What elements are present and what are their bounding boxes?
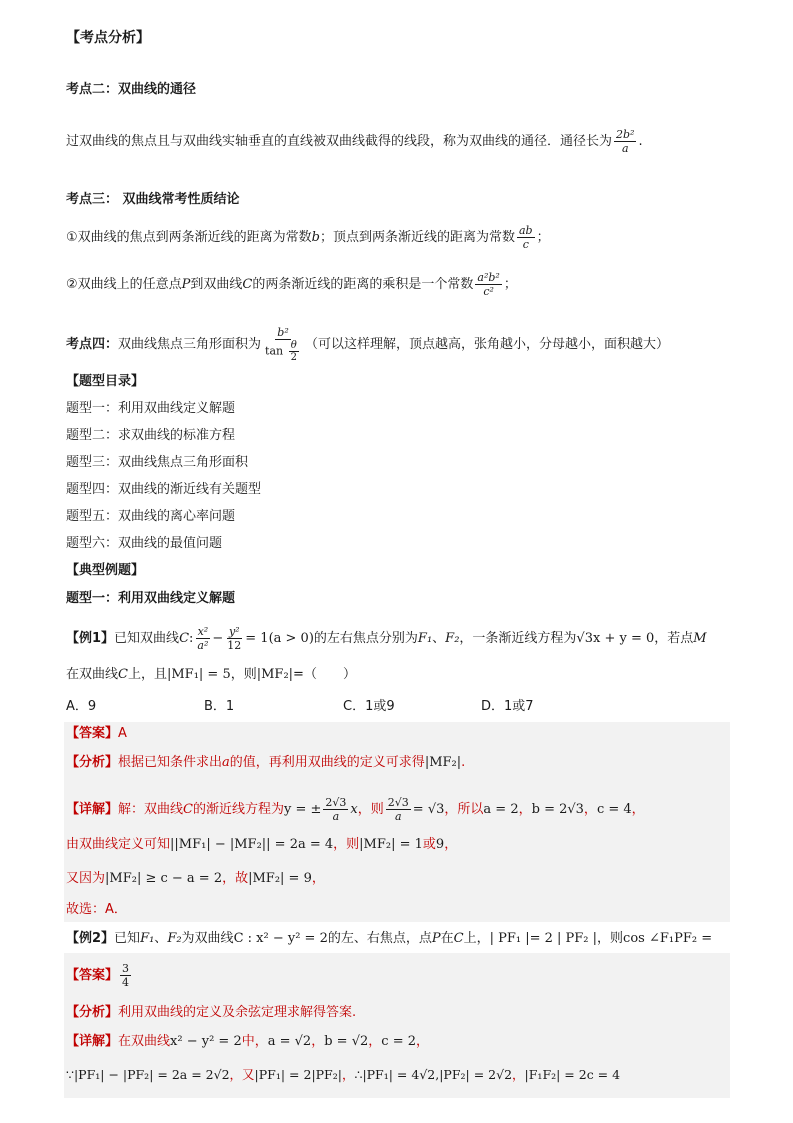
- type-item-2: 题型二：求双曲线的标准方程: [66, 428, 236, 443]
- examples-header: 【典型例题】: [66, 563, 145, 578]
- kp4-fraction: b² tan $\frac{\theta}{2}$: [265, 326, 297, 363]
- kp2-text: 过双曲线的焦点且与双曲线实轴垂直的直线被双曲线截得的线段，称为双曲线的通径．通径长为 $\frac{\text{2b²}}{a}$ .: [66, 128, 643, 155]
- example1-answer: 【答案】A: [66, 726, 127, 741]
- example1-question-line1: 【例1】已知双曲线C: $\frac{\text{x²}}{\text{a²}}$ − $\frac{\text{y²}}{12}$ = 1(a > 0)的左右焦点分别为F₁、F₂，一条渐近线方程为√3x + y = 0，若点M: [66, 625, 707, 652]
- example1-option-b: B．1: [204, 699, 235, 714]
- types-header: 【题型目录】: [66, 374, 145, 389]
- example1-option-a: A．9: [66, 699, 97, 714]
- example1-detail-frac2: $\frac{2√3}{a}$: [387, 796, 409, 823]
- type1-title: 题型一：利用双曲线定义解题: [66, 591, 236, 606]
- example2-detail-line2: ∵|PF₁| − |PF₂| = 2a = 2√2，又|PF₁| = 2|PF₂|，∴|PF₁| = 4√2,|PF₂| = 2√2，|F₁F₂| = 2c = 4: [66, 1067, 621, 1082]
- example1-detail-line1: 【详解】解：双曲线C的渐近线方程为y = ± $\frac{2√3}{a}$ x，则 $\frac{2√3}{a}$ = √3，所以a = 2，b = 2√3，c = 4，: [66, 796, 645, 823]
- kp4-line: 考点四：双曲线焦点三角形面积为 b² tan $\frac{\theta}{2}$ （可以这样理解，顶点越高，张角越小，分母越小，面积越大）: [66, 326, 669, 363]
- example2-analysis: 【分析】利用双曲线的定义及余弦定理求解得答案.: [66, 1005, 357, 1020]
- kp2-sentence: 过双曲线的焦点且与双曲线实轴垂直的直线被双曲线截得的线段，称为双曲线的通径．通径长为: [66, 134, 613, 149]
- example1-detail-line2: 由双曲线定义可知||MF₁| − |MF₂|| = 2a = 4，则|MF₂| = 1或9，: [66, 837, 458, 852]
- kp2-fraction: $\frac{\text{2b²}}{a}$: [616, 128, 635, 155]
- example1-frac-y: $\frac{\text{y²}}{12}$: [227, 625, 242, 652]
- example2-answer: 【答案】 $\frac{3}{4}$: [66, 962, 130, 989]
- example2-answer-frac: $\frac{3}{4}$: [122, 962, 130, 989]
- type-item-4: 题型四：双曲线的渐近线有关题型: [66, 482, 262, 497]
- kp3-item1-fraction: $\frac{ab}{c}$: [519, 224, 533, 251]
- kp3-item-2: ②双曲线上的任意点P到双曲线C的两条渐近线的距离的乘积是一个常数 $\frac{\text{a²b²}}{\text{c²}}$ ；: [66, 271, 517, 298]
- type-item-1: 题型一：利用双曲线定义解题: [66, 401, 236, 416]
- type-item-5: 题型五：双曲线的离心率问题: [66, 509, 236, 524]
- example1-option-d: D．1或7: [481, 699, 534, 714]
- example2-question: 【例2】已知F₁、F₂为双曲线C : x² − y² = 2的左、右焦点，点P在C上，| PF₁ |= 2 | PF₂ |，则cos ∠F₁PF₂ =: [66, 931, 713, 946]
- analysis-header: 【考点分析】: [66, 30, 150, 46]
- example1-detail-frac1: $\frac{2√3}{a}$: [325, 796, 347, 823]
- type-item-3: 题型三：双曲线焦点三角形面积: [66, 455, 249, 470]
- example1-analysis: 【分析】根据已知条件求出a的值，再利用双曲线的定义可求得|MF₂|.: [66, 755, 466, 770]
- kp3-item-1: ①双曲线的焦点到两条渐近线的距离为常数b；顶点到两条渐近线的距离为常数 $\frac{ab}{c}$ ；: [66, 224, 550, 251]
- example1-question-line2: 在双曲线C上，且|MF₁| = 5，则|MF₂|=（ ）: [66, 667, 356, 682]
- example1-choice: 故选：A．: [66, 902, 127, 917]
- example1-option-c: C．1或9: [343, 699, 395, 714]
- kp2-title: 考点二：双曲线的通径: [66, 82, 197, 97]
- kp3-title: 考点三： 双曲线常考性质结论: [66, 192, 240, 207]
- type-item-6: 题型六：双曲线的最值问题: [66, 536, 223, 551]
- kp3-item2-fraction: $\frac{\text{a²b²}}{\text{c²}}$: [477, 271, 500, 298]
- example1-detail-line3: 又因为|MF₂| ≥ c − a = 2，故|MF₂| = 9，: [66, 871, 325, 886]
- example1-frac-x: $\frac{\text{x²}}{\text{a²}}$: [197, 625, 209, 652]
- example2-detail-line1: 【详解】在双曲线x² − y² = 2中，a = √2，b = √2，c = 2，: [66, 1034, 430, 1049]
